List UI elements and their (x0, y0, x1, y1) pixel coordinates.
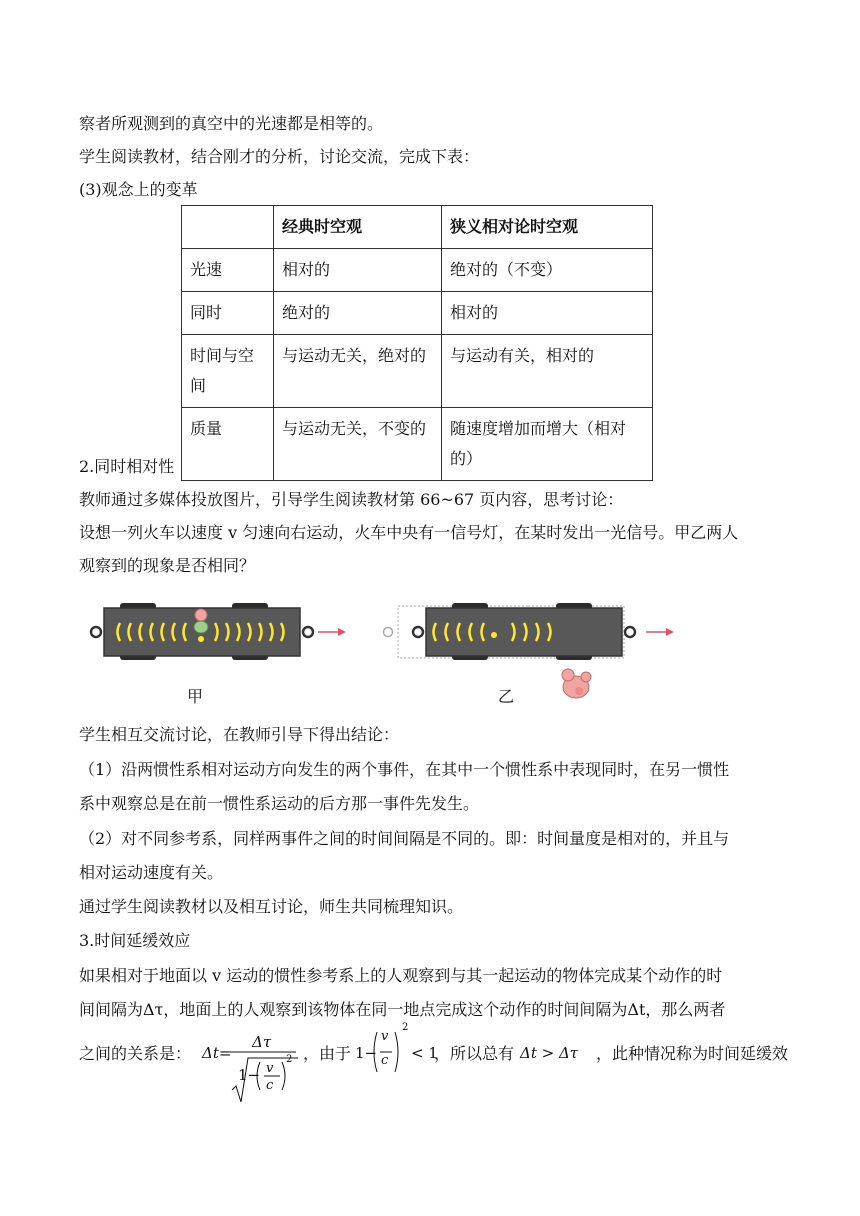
coupler-icon (91, 627, 101, 637)
table-header-row (182, 206, 653, 249)
table-row (182, 249, 653, 292)
paragraph-conclusion-intro: 学生相互交流讨论，在教师引导下得出结论： (79, 725, 400, 744)
paragraph-dilation-a: 如果相对于地面以 v 运动的惯性参考系上的人观察到与其一起运动的物体完成某个动作的时 (79, 966, 723, 985)
coupler-icon (625, 627, 635, 637)
paragraph-teacher-guide: 教师通过多媒体投放图片，引导学生阅读教材第 66~67 页内容，思考讨论： (79, 490, 624, 509)
table-cell: 质量 (182, 408, 274, 481)
table-cell (182, 206, 274, 249)
table-row (182, 408, 653, 481)
table-cell: 与运动有关，相对的 (442, 335, 653, 408)
paragraph-conclusion-2b: 相对运动速度有关。 (79, 863, 224, 882)
formula-dt-lhs: Δt= (202, 1044, 232, 1062)
train-right (384, 603, 675, 698)
section-simultaneity: 2.同时相对性 (79, 457, 175, 476)
coupler-icon (303, 627, 313, 637)
paragraph-conclusion-1b: 系中观察总是在前一惯性系运动的后方那一事件先发生。 (79, 794, 480, 813)
table-header-relativity: 狭义相对论时空观 (442, 206, 653, 249)
table-cell: 与运动无关，绝对的 (274, 335, 442, 408)
formula-line-suffix: ，此种情况称为时间延缓效 (596, 1044, 789, 1063)
formula-v: v (266, 1061, 274, 1076)
table-cell: 光速 (182, 249, 274, 292)
formula-lt1: < 1 (411, 1044, 438, 1062)
paragraph-conclusion-1a: （1）沿两惯性系相对运动方向发生的两个事件，在其中一个惯性系中表现同时，在另一惯性 (79, 760, 730, 779)
formula-c-2: c (381, 1053, 389, 1068)
caption-jia: 甲 (187, 687, 204, 706)
table-header-classical: 经典时空观 (274, 206, 442, 249)
formula-dt-gt-dtau: Δt > Δτ (520, 1044, 579, 1062)
formula-c: c (266, 1078, 274, 1093)
paragraph-train-a: 设想一列火车以速度 v 匀速向右运动，火车中央有一信号灯，在某时发出一光信号。甲乙两人 (79, 523, 739, 542)
table-cell: 绝对的 (274, 292, 442, 335)
formula-v-2: v (381, 1029, 389, 1044)
train-body (426, 608, 622, 656)
formula-mid1: ，由于 (303, 1044, 352, 1063)
table-row (182, 335, 653, 408)
table-cell: 时间与空间 (182, 335, 274, 408)
formula-one-minus: 1− (238, 1066, 261, 1084)
coupler-icon (413, 627, 423, 637)
formula-one-minus-2: 1− (355, 1044, 378, 1062)
table-cell: 相对的 (442, 292, 653, 335)
table-cell: 相对的 (274, 249, 442, 292)
paragraph-train-b: 观察到的现象是否相同？ (79, 556, 256, 575)
table-cell: 绝对的（不变） (442, 249, 653, 292)
paragraph-dilation-b: 间间隔为Δτ，地面上的人观察到该物体在同一地点完成这个动作的时间间隔为Δt，那么两者 (79, 1000, 726, 1019)
subsection-concept-change: (3)观念上的变革 (79, 180, 198, 199)
paragraph-summary: 通过学生阅读教材以及相互讨论，师生共同梳理知识。 (79, 897, 464, 916)
table-cell: 随速度增加而增大（相对的） (442, 408, 653, 481)
train-left (91, 603, 346, 660)
formula-sq-2: 2 (402, 1022, 409, 1033)
formula-line-prefix: 之间的关系是： (79, 1044, 192, 1063)
section-time-dilation: 3.时间延缓效应 (79, 931, 191, 950)
table-cell: 与运动无关，不变的 (274, 408, 442, 481)
caption-yi: 乙 (498, 687, 515, 706)
ghost-coupler-icon (384, 628, 393, 637)
table-cell: 同时 (182, 292, 274, 335)
arrow-head-icon (666, 628, 674, 636)
paragraph-student-discussion: 学生阅读教材，结合刚才的分析，讨论交流，完成下表： (79, 147, 480, 166)
formula-dtau-numerator: Δτ (252, 1033, 272, 1051)
formula-mid2: ，所以总有 (434, 1044, 515, 1063)
paragraph-light-speed: 察者所观测到的真空中的光速都是相等的。 (79, 114, 384, 133)
formula-sq: 2 (286, 1054, 293, 1065)
arrow-head-icon (338, 628, 346, 636)
signal-lamp-icon (198, 636, 204, 642)
table-row (182, 292, 653, 335)
paragraph-conclusion-2a: （2）对不同参考系，同样两事件之间的时间间隔是不同的。即：时间量度是相对的，并且与 (79, 829, 730, 848)
observer-yi-icon (562, 669, 591, 698)
signal-lamp-icon (491, 632, 497, 638)
train-figure (80, 595, 780, 710)
comparison-table (181, 205, 653, 481)
